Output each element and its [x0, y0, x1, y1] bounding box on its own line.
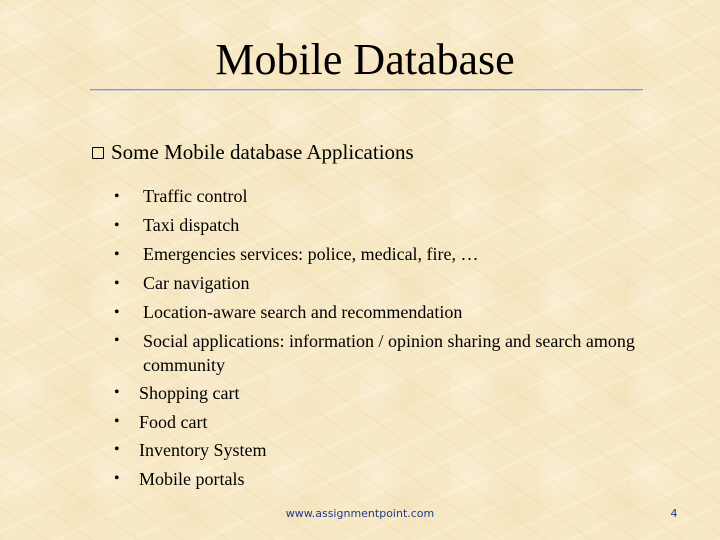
list-item: [114, 379, 267, 408]
list-item-text: Car navigation: [143, 273, 250, 293]
list-item: [114, 182, 643, 211]
list-item-text: Traffic control: [143, 186, 248, 206]
list-item-text: Inventory System: [139, 440, 267, 460]
list-item-text: Shopping cart: [139, 383, 240, 403]
list-item: [114, 465, 267, 494]
section-heading-text: Some Mobile database Applications: [111, 140, 414, 164]
bullet-icon: •: [114, 304, 120, 321]
list-item: [114, 298, 643, 327]
bullet-icon: •: [114, 441, 120, 458]
applications-list-secondary: [114, 379, 267, 493]
section-heading: [92, 139, 414, 165]
bullet-icon: •: [114, 275, 120, 292]
bullet-icon: •: [114, 217, 120, 234]
list-item: [114, 327, 643, 377]
bullet-icon: •: [114, 384, 120, 401]
list-item: [114, 240, 643, 269]
list-item: [114, 269, 643, 298]
list-item-text: Taxi dispatch: [143, 215, 240, 235]
list-item-text: Social applications: information / opinion sharing and search among community: [143, 331, 635, 375]
footer-url: www.assignmentpoint.com: [285, 507, 435, 520]
title-divider: [90, 89, 643, 91]
list-item: [114, 408, 267, 437]
bullet-icon: •: [114, 188, 120, 205]
page-number: 4: [670, 507, 678, 520]
list-item-text: Food cart: [139, 411, 208, 432]
bullet-icon: •: [114, 412, 120, 430]
checkbox-square-icon: [92, 147, 104, 159]
list-item-text: Location-aware search and recommendation: [143, 302, 463, 322]
list-item-text: Emergencies services: police, medical, fire, …: [143, 244, 479, 264]
bullet-icon: •: [114, 469, 120, 487]
list-item: [114, 436, 267, 465]
list-item: [114, 211, 643, 240]
list-item-text: Mobile portals: [139, 468, 245, 489]
bullet-icon: •: [114, 246, 120, 263]
slide-title: Mobile Database: [215, 35, 515, 84]
applications-list-primary: [114, 182, 643, 377]
bullet-icon: •: [114, 332, 120, 349]
